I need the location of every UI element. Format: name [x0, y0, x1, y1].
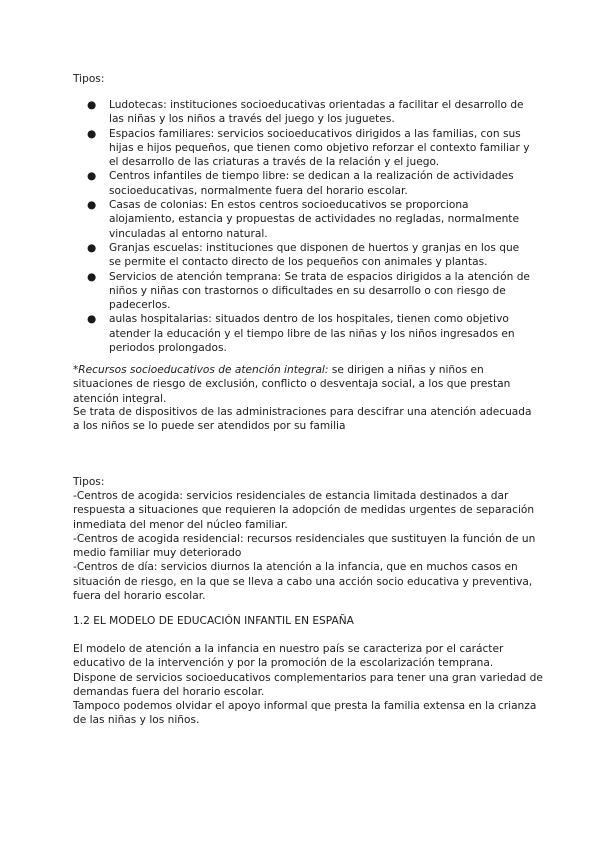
list-item: ● Servicios de atención temprana: Se trata de espacios dirigidos a la atención de niños y niñas con trastornos o dificultades en su desarrollo o con riesgo de padecerlos.	[87, 270, 530, 312]
list-item: ● Casas de colonias: En estos centros socioeducativos se proporciona alojamiento, estancia y propuestas de actividades no regladas, normalmente vinculadas al entorno natural.	[87, 199, 519, 240]
list-item: ● Ludotecas: instituciones socioeducativas orientadas a facilitar el desarrollo de las niñas y los niños a través del juego y los juguetes.	[87, 99, 524, 126]
list-item: -Centros de día: servicios diurnos la atención a la infancia, que en muchos casos en situación de riesgo, en la que se lleva a cabo una acción socio educativa y preventiva, fuera del horario escolar.	[73, 561, 533, 603]
dispositivos-paragraph: Se trata de dispositivos de las administraciones para descifrar una atención adecuada a los niños se lo puede ser atendidos por su familia	[73, 406, 532, 433]
bullet-icon: ●	[87, 199, 97, 212]
tipos-heading-1: Tipos:	[73, 73, 105, 85]
bullet-icon: ●	[87, 241, 97, 254]
recursos-title: Recursos socioeducativos de atención integral:	[78, 364, 329, 376]
paragraph: Dispone de servicios socioeducativos complementarios para tener una gran variedad de demandas fuera del horario escolar.	[73, 671, 543, 698]
section-title: 1.2 EL MODELO DE EDUCACIÓN INFANTIL EN ESPAÑA	[73, 615, 354, 627]
list-item: ● Centros infantiles de tiempo libre: se dedican a la realización de actividades socioeducativas, normalmente fuera del horario escolar.	[87, 170, 514, 197]
list-item: ● Granjas escuelas: instituciones que disponen de huertos y granjas en los que se permite el contacto directo de los pequeños con animales y plantas.	[87, 241, 520, 269]
paragraph: El modelo de atención a la infancia en nuestro país se caracteriza por el carácter educativo de la intervención y por la promoción de la escolarización temprana.	[73, 643, 504, 670]
bullet-icon: ●	[87, 313, 97, 326]
tipos-heading-2: Tipos:	[73, 476, 105, 488]
bullet-icon: ●	[87, 170, 97, 183]
list-item: -Centros de acogida residencial: recursos residenciales que sustituyen la función de un medio familiar muy deteriorado	[73, 532, 536, 560]
services-list	[73, 98, 533, 355]
recursos-paragraph: *Recursos socioeducativos de atención integral: se dirigen a niñas y niños en situaciones de riesgo de exclusión, conflicto o desventaja social, a los que prestan atención integral.	[73, 364, 511, 405]
modelo-paragraphs	[73, 642, 543, 728]
bullet-icon: ●	[87, 127, 97, 140]
list-item: -Centros de acogida: servicios residenciales de estancia limitada destinados a dar respuesta a situaciones que requieren la adopción de medidas urgentes de separación inmediata del menor del núcleo familiar.	[73, 490, 535, 531]
paragraph: Tampoco podemos olvidar el apoyo informal que presta la familia extensa en la crianza de las niñas y los niños.	[73, 700, 537, 727]
bullet-icon: ●	[87, 99, 97, 111]
list-item: ● Espacios familiares: servicios socioeducativos dirigidos a las familias, con sus hijas e hijos pequeños, que tienen como objetivo reforzar el contexto familiar y el desarrollo de las criaturas a través de la relación y el juego.	[87, 127, 530, 169]
list-item: ● aulas hospitalarias: situados dentro de los hospitales, tienen como objetivo atender la educación y el tiempo libre de las niñas y los niños ingresados en periodos prolongados.	[87, 313, 515, 355]
bullet-icon: ●	[87, 270, 97, 283]
centros-list	[73, 489, 543, 603]
